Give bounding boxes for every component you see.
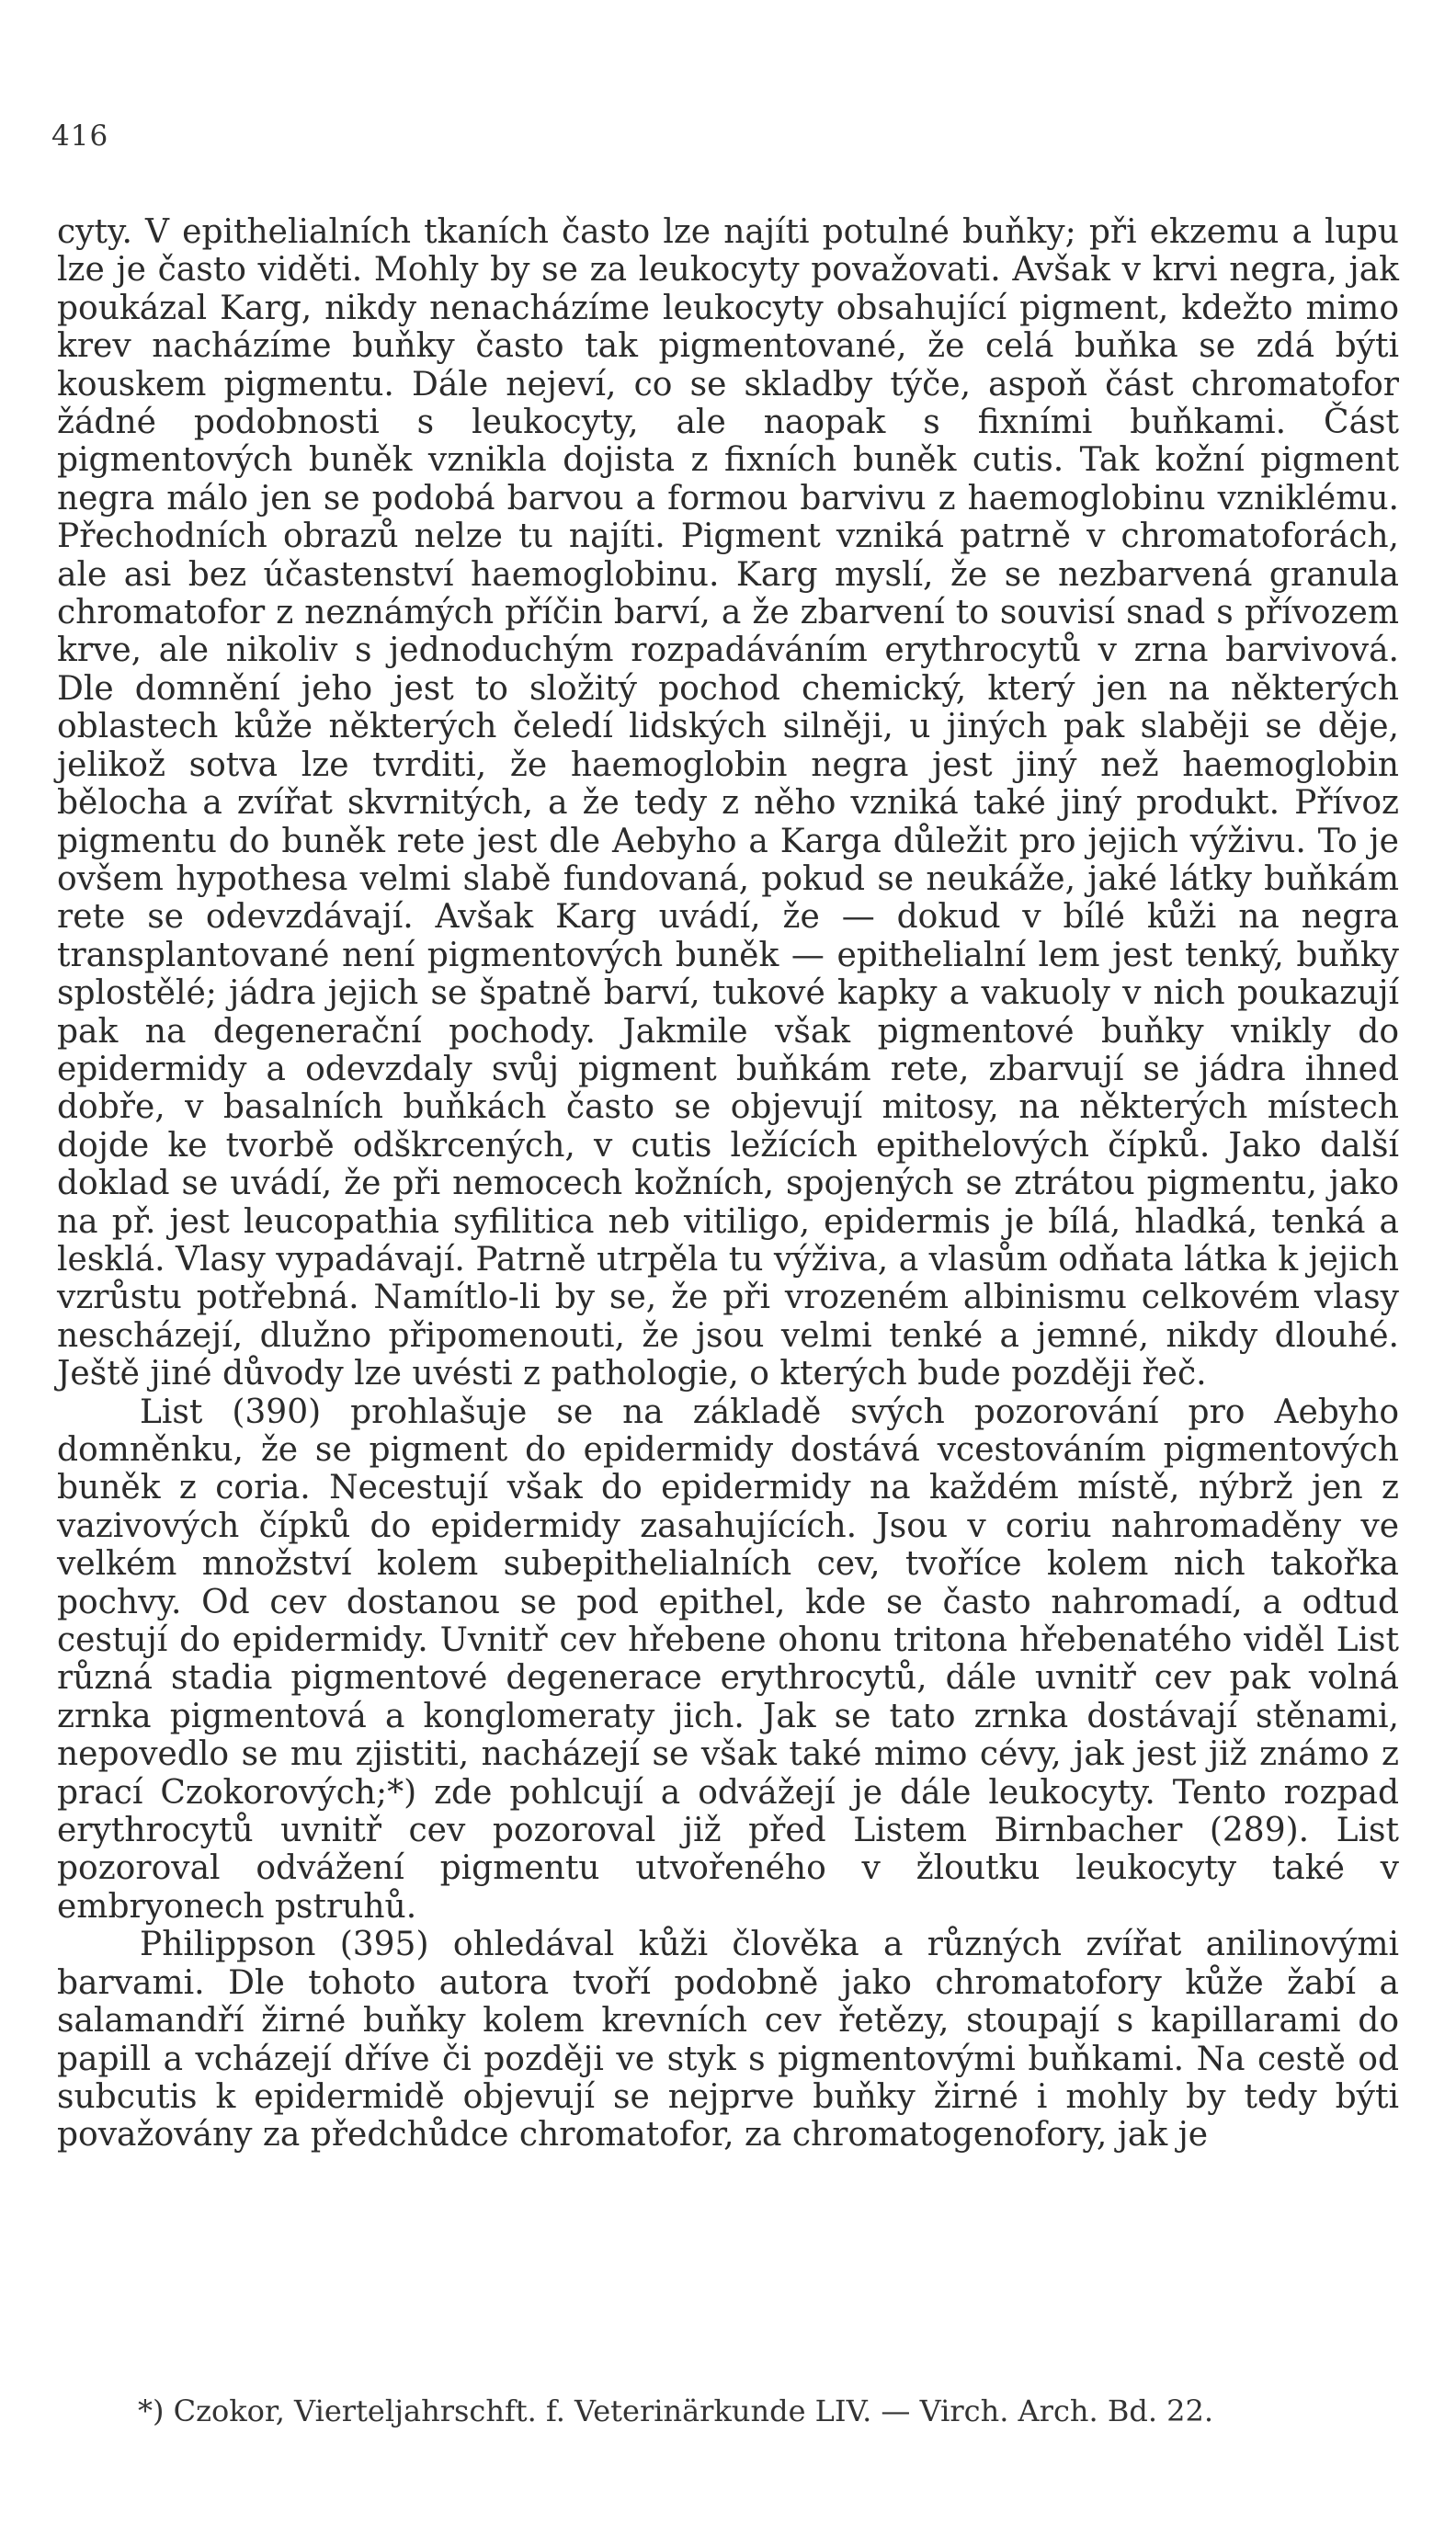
- page-number: 416: [51, 119, 109, 153]
- paragraph-2: List (390) prohlašuje se na základě svých pozorování pro Aebyho domněnku, že se pigment do epidermidy dostává vcestováním pigmentových buněk z coria. Necestují však do epidermidy na každém místě, nýbrž jen z vazivových čípků do epidermidy zasahujících. Jsou v coriu nahromaděny ve velkém množství kolem subepithelialních cev, tvoříce kolem nich takořka pochvy. Od cev dostanou se pod epithel, kde se často nahromadí, a odtud cestují do epidermidy. Uvnitř cev hřebene ohonu tritona hřebenatého viděl List různá stadia pigmentové degenerace erythrocytů, dále uvnitř cev pak volná zrnka pigmentová a konglomeraty jich. Jak se tato zrnka dostávají stěnami, nepovedlo se mu zjistiti, nacházejí se však také mimo cévy, jak jest již známo z prací Czokorových;*) zde pohlcují a odvážejí je dále leukocyty. Tento rozpad erythrocytů uvnitř cev pozoroval již před Listem Birnbacher (289). List pozoroval odvážení pigmentu utvořeného v žloutku leukocyty také v embryonech pstruhů.: [57, 1393, 1399, 1926]
- footnote: *) Czokor, Vierteljahrschft. f. Veterinärkunde LIV. — Virch. Arch. Bd. 22.: [138, 2393, 1214, 2428]
- paragraph-1: cyty. V epithelialních tkaních často lze najíti potulné buňky; při ekzemu a lupu lze je často viděti. Mohly by se za leukocyty považovati. Avšak v krvi negra, jak poukázal Karg, nikdy nenacházíme leukocyty obsahující pigment, kdežto mimo krev nacházíme buňky často tak pigmentované, že celá buňka se zdá býti kouskem pigmentu. Dále nejeví, co se skladby týče, aspoň část chromatofor žádné podobnosti s leukocyty, ale naopak s fixními buňkami. Část pigmentových buněk vznikla dojista z fixních buněk cutis. Tak kožní pigment negra málo jen se podobá barvou a formou barvivu z haemoglobinu vzniklému. Přechodních obrazů nelze tu najíti. Pigment vzniká patrně v chromatoforách, ale asi bez účastenství haemoglobinu. Karg myslí, že se nezbarvená granula chromatofor z neznámých příčin barví, a že zbarvení to souvisí snad s přívozem krve, ale nikoliv s jednoduchým rozpadáváním erythrocytů v zrna barvivová. Dle domnění jeho jest to složitý pochod chemický, který jen na některých oblastech kůže některých čeledí lidských silněji, u jiných pak slaběji se děje, jelikož sotva lze tvrditi, že haemoglobin negra jest jiný než haemoglobin bělocha a zvířat skvrnitých, a že tedy z něho vzniká také jiný produkt. Přívoz pigmentu do buněk rete jest dle Aebyho a Karga důležit pro jejich výživu. To je ovšem hypothesa velmi slabě fundovaná, pokud se neukáže, jaké látky buňkám rete se odevzdávají. Avšak Karg uvádí, že — dokud v bílé kůži na negra transplantované není pigmentových buněk — epithelialní lem jest tenký, buňky splostělé; jádra jejich se špatně barví, tukové kapky a vakuoly v nich poukazují pak na degenerační pochody. Jakmile však pigmentové buňky vnikly do epidermidy a odevzdaly svůj pigment buňkám rete, zbarvují se jádra ihned dobře, v basalních buňkách často se objevují mitosy, na některých místech dojde ke tvorbě odškrcených, v cutis ležících epithelových čípků. Jako další doklad se uvádí, že při nemocech kožních, spojených se ztrátou pigmentu, jako na př. jest leucopathia syfilitica neb vitiligo, epidermis je bílá, hladká, tenká a lesklá. Vlasy vypadávají. Patrně utrpěla tu výživa, a vlasům odňata látka k jejich vzrůstu potřebná. Namítlo-li by se, že při vrozeném albinismu celkovém vlasy nescházejí, dlužno připomenouti, že jsou velmi tenké a jemné, nikdy dlouhé. Ještě jiné důvody lze uvésti z pathologie, o kterých bude později řeč.: [57, 213, 1399, 1393]
- body-text: [57, 213, 1399, 2154]
- paragraph-3: Philippson (395) ohledával kůži člověka a různých zvířat anilinovými barvami. Dle tohoto autora tvoří podobně jako chromatofory kůže žabí a salamandří žirné buňky kolem krevních cev řetězy, stoupají s kapillarami do papill a vcházejí dříve či později ve styk s pigmentovými buňkami. Na cestě od subcutis k epidermidě objevují se nejprve buňky žirné i mohly by tedy býti považovány za předchůdce chromatofor, za chromatogenofory, jak je: [57, 1926, 1399, 2154]
